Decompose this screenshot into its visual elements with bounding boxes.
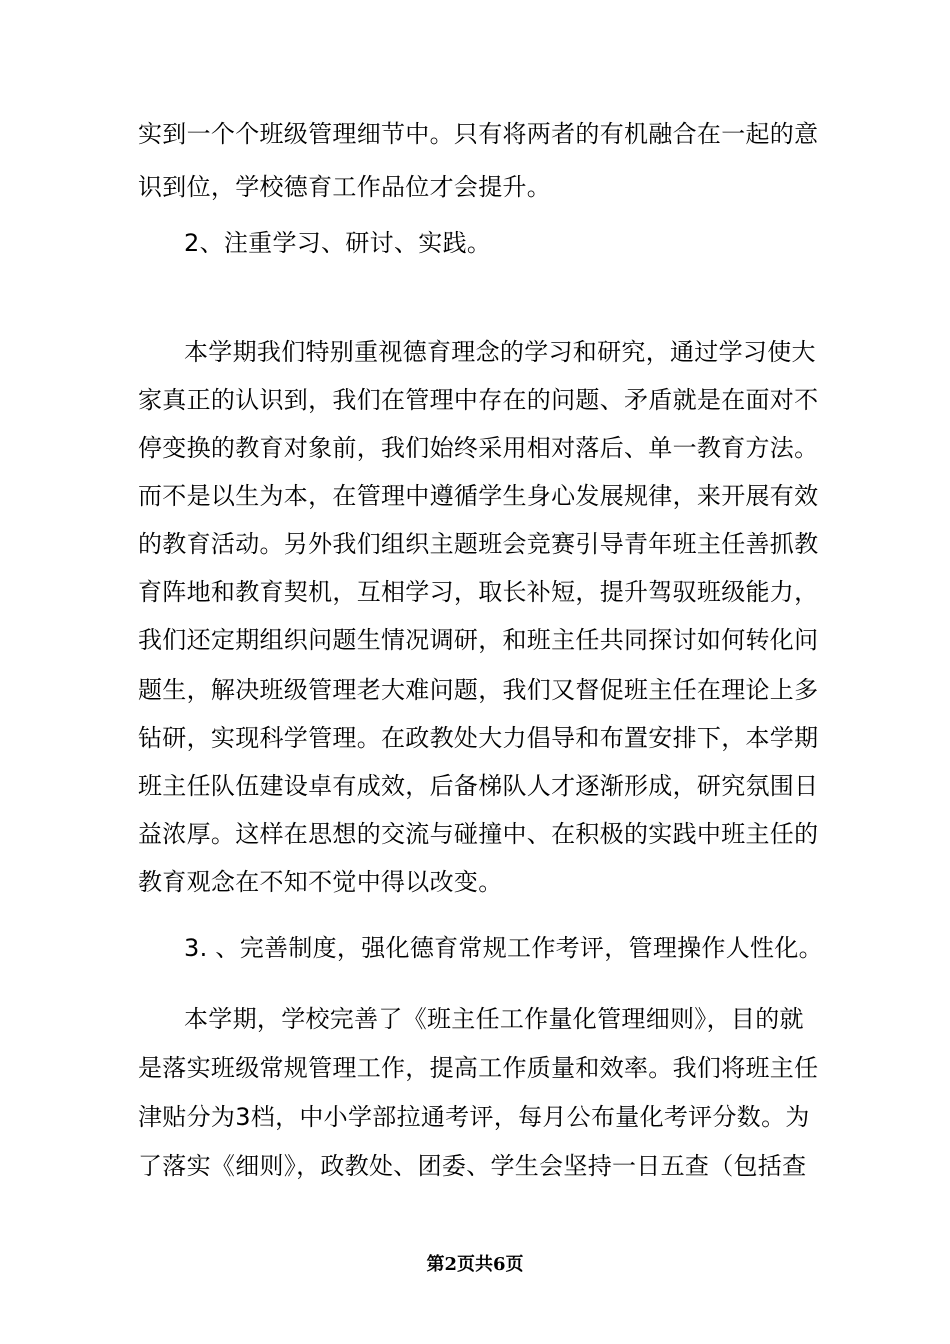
page-number-footer: 第2页共6页 bbox=[426, 1254, 524, 1275]
text-line: 家真正的认识到，我们在管理中存在的问题、矛盾就是在面对不 bbox=[138, 386, 819, 414]
section-heading: 2、注重学习、研讨、实践。 bbox=[184, 229, 492, 257]
text-line: 识到位，学校德育工作品位才会提升。 bbox=[138, 173, 552, 201]
text-line: 我们还定期组织问题生情况调研，和班主任共同探讨如何转化问 bbox=[138, 626, 819, 654]
text-line: 了落实《细则》，政教处、团委、学生会坚持一日五查（包括查 bbox=[138, 1152, 807, 1180]
text-line: 是落实班级常规管理工作，提高工作质量和效率。我们将班主任 bbox=[138, 1054, 819, 1082]
text-line: 本学期我们特别重视德育理念的学习和研究，通过学习使大 bbox=[184, 338, 816, 366]
text-line: 而不是以生为本，在管理中遵循学生身心发展规律，来开展有效 bbox=[138, 482, 819, 510]
text-line: 益浓厚。这样在思想的交流与碰撞中、在积极的实践中班主任的 bbox=[138, 820, 819, 848]
text-line: 钻研，实现科学管理。在政教处大力倡导和布置安排下，本学期 bbox=[138, 724, 819, 752]
text-line: 题生，解决班级管理老大难问题，我们又督促班主任在理论上多 bbox=[138, 676, 819, 704]
text-line: 教育观念在不知不觉中得以改变。 bbox=[138, 868, 503, 896]
text-line: 津贴分为3档，中小学部拉通考评，每月公布量化考评分数。为 bbox=[138, 1103, 810, 1131]
text-line: 实到一个个班级管理细节中。只有将两者的有机融合在一起的意 bbox=[138, 120, 819, 148]
text-line: 班主任队伍建设卓有成效，后备梯队人才逐渐形成，研究氛围日 bbox=[138, 772, 819, 800]
section-heading: 3. 、完善制度，强化德育常规工作考评，管理操作人性化。 bbox=[184, 934, 823, 962]
text-line: 的教育活动。另外我们组织主题班会竞赛引导青年班主任善抓教 bbox=[138, 530, 819, 558]
text-line: 停变换的教育对象前，我们始终采用相对落后、单一教育方法。 bbox=[138, 434, 819, 462]
text-line: 本学期，学校完善了《班主任工作量化管理细则》，目的就 bbox=[184, 1005, 804, 1033]
text-line: 育阵地和教育契机，互相学习，取长补短，提升驾驭班级能力， bbox=[138, 578, 819, 606]
